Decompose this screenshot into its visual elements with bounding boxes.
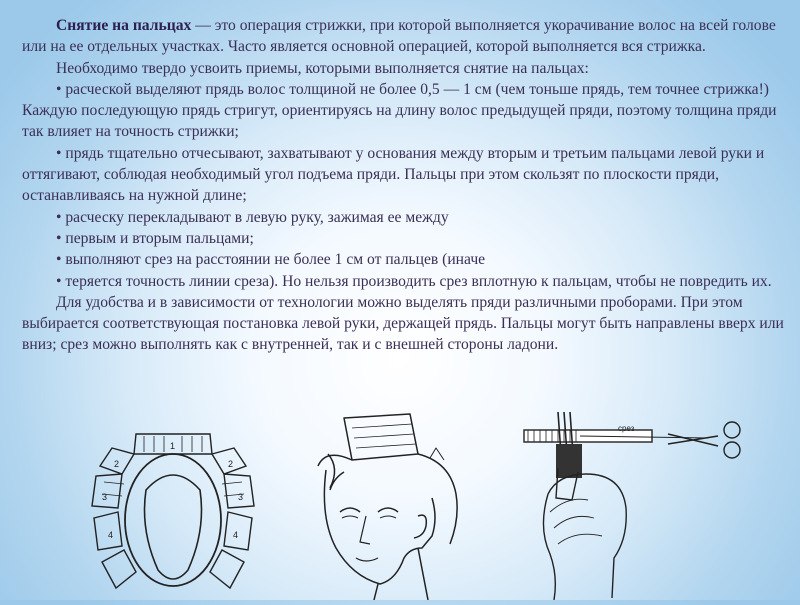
lead-paragraph: Необходимо твердо усвоить приемы, которыми выполняется снятие на пальцах:: [56, 59, 589, 77]
intro-paragraph: [22, 15, 787, 58]
zone-label: 3: [102, 492, 108, 502]
cut-label: срез: [618, 424, 635, 433]
bullet-item: • первым и вторым пальцами;: [56, 229, 254, 247]
bullet-item: • выполняют срез на расстоянии не более 1 см от пальцев (иначе: [56, 251, 486, 269]
zone-label: 2: [114, 459, 120, 469]
head-profile-svg: [300, 408, 480, 600]
text-block: [22, 15, 787, 356]
head-profile-illustration: [300, 408, 480, 600]
bullet-item: • теряется точность линии среза). Но нельзя производить срез вплотную к пальцам, чтобы не повредить их.: [56, 272, 772, 290]
closing-paragraph: Для удобства и в зависимости от технологии можно выделять пряди различными проборами. При этом выбирается соответствующая постановка левой руки, держащей прядь. Пальцы могут быть направлены вверх или вниз; срез можно выполнять как с внутренней, так и с внешней стороны ладони.: [22, 293, 784, 354]
cutting-technique-svg: [518, 408, 780, 600]
bullet-item: • расческу перекладывают в левую руку, зажимая ее между: [56, 208, 449, 226]
zone-label: 2: [228, 459, 234, 469]
bullet-item: • прядь тщательно отчесывают, захватывают у основания между вторым и третьим пальцами левой руки и оттягивают, соблюдая необходимый угол подъема пряди. Пальцы при этом скользят по плоскости пряди, останавливаясь на нужной длине;: [22, 144, 765, 205]
head-zones-diagram: [88, 420, 258, 600]
zone-label: 4: [108, 530, 114, 540]
zone-label: 3: [238, 492, 244, 502]
term-heading: Снятие на пальцах: [56, 17, 192, 34]
zone-label: 4: [233, 530, 239, 540]
head-zones-svg: [88, 420, 258, 600]
zone-label: 1: [170, 441, 176, 451]
cutting-technique-illustration: [518, 408, 780, 600]
bullet-item: • расческой выделяют прядь волос толщиной не более 0,5 — 1 см (чем тоньше прядь, тем точнее стрижка!) Каждую последующую прядь стригут, ориентируясь на длину волос предыдущей пряди, поэтому толщина пряди так влияет на точность стрижки;: [22, 80, 777, 141]
intro-text: — это операция стрижки, при которой выполняется укорачивание волос на всей голове или на ее отдельных участках. Часто является основной операцией, которой выполняется вся стрижка.: [22, 17, 776, 56]
